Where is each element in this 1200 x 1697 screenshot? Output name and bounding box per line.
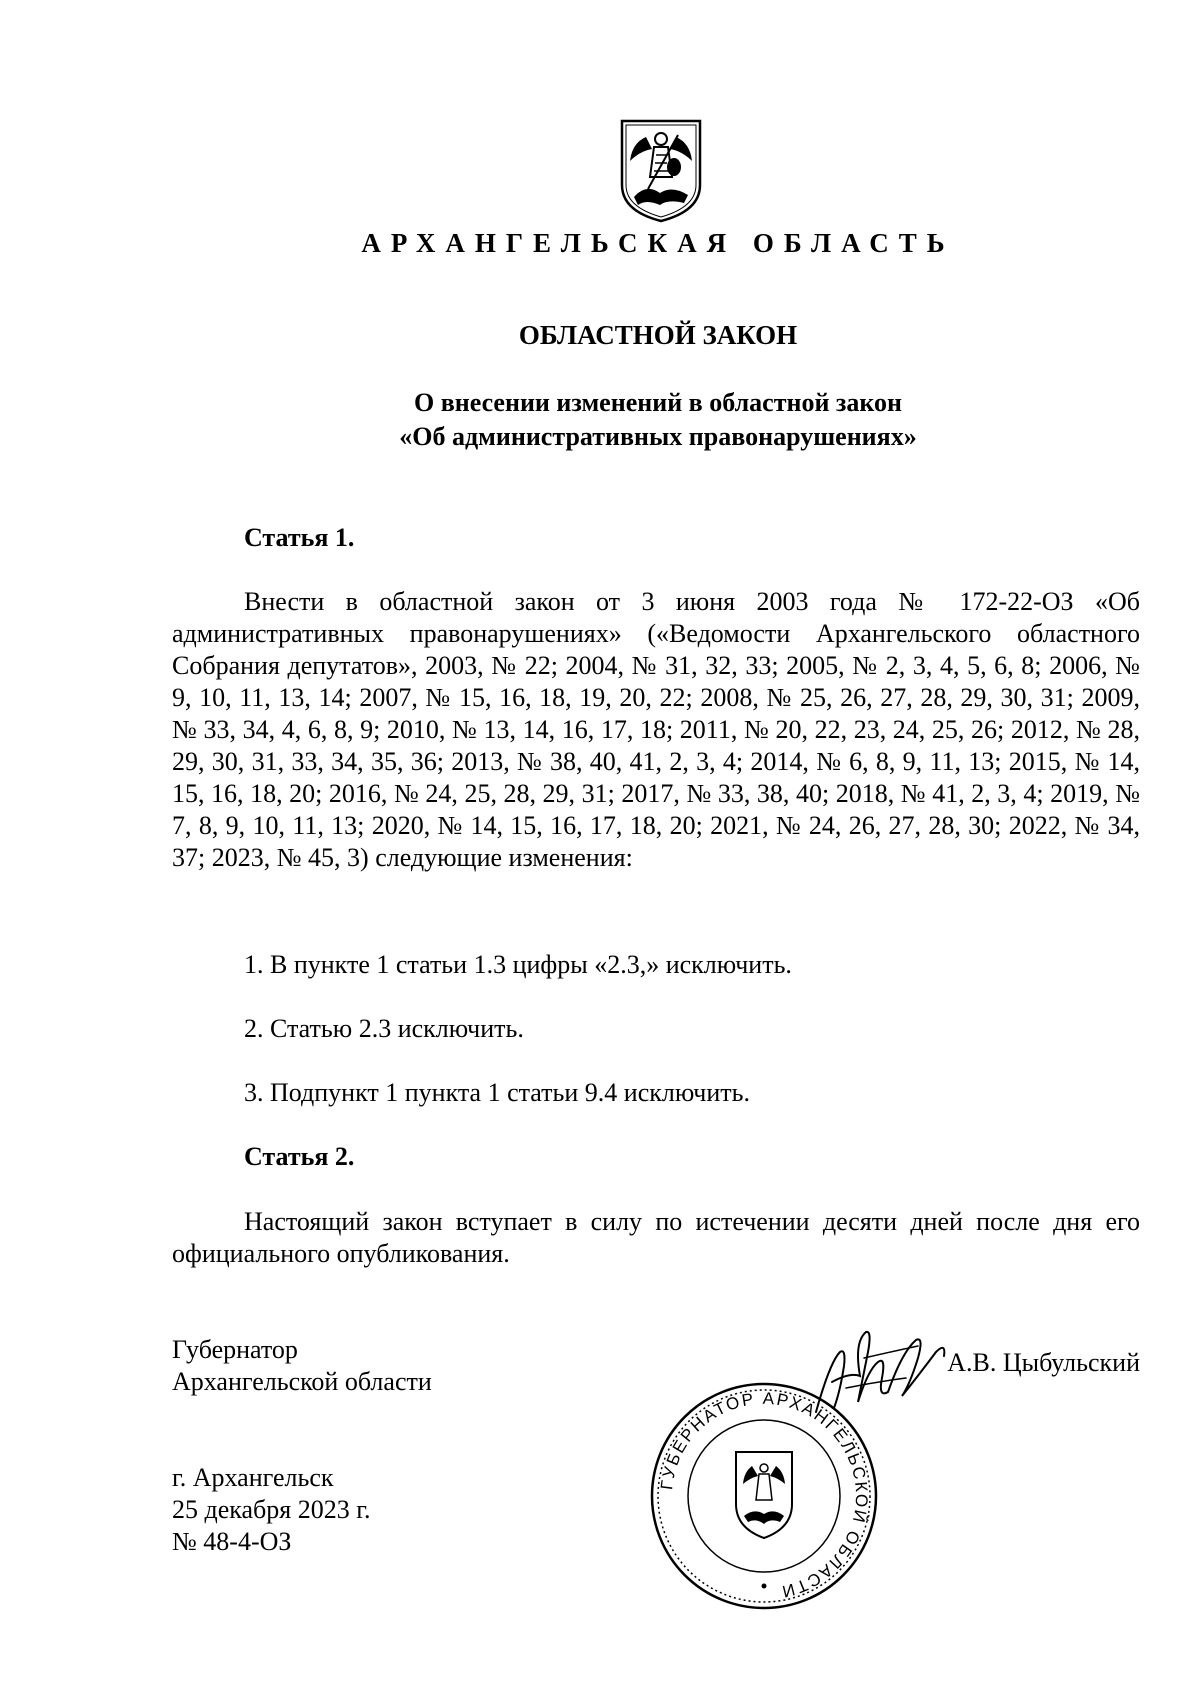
document-footer [172, 1462, 370, 1558]
article-2-heading: Статья 2. [244, 1142, 355, 1171]
article-1-heading: Статья 1. [244, 523, 355, 552]
svg-text:ГУБЕРНАТОР АРХАНГЕЛЬСКОЙ ОБЛАС: ГУБЕРНАТОР АРХАНГЕЛЬСКОЙ ОБЛАСТИ [657, 1388, 872, 1602]
document-date: 25 декабря 2023 г. [172, 1495, 371, 1524]
handwritten-signature [806, 1322, 951, 1422]
article-1-item-2: 2. Статью 2.3 исключить. [244, 1014, 524, 1043]
law-title-line-2: «Об административных правонарушениях» [399, 422, 917, 451]
coat-of-arms-icon [616, 115, 706, 225]
law-type: ОБЛАСТНОЙ ЗАКОН [518, 320, 798, 350]
article-1-item-1: 1. В пункте 1 статьи 1.3 цифры «2.3,» исключить. [244, 950, 792, 979]
article-2-text: Настоящий закон вступает в силу по истечении десяти дней после дня его официального опубликования. [172, 1207, 1140, 1268]
signer-position-line-2: Архангельской области [172, 1367, 432, 1396]
article-1-item-3: 3. Подпункт 1 пункта 1 статьи 9.4 исключить. [244, 1078, 750, 1107]
article-1-intro: Внести в областной закон от 3 июня 2003 года № 172-22-ОЗ «Об административных правонарушениях» («Ведомости Архангельского областного Собрания депутатов», 2003, № 22; 2004, № 31, 32, 33; 2005, № 2, 3, 4, 5, 6, 8; 2006, № 9, 10, 11, 13, 14; 2007, № 15, 16, 18, 19, 20, 22; 2008, № 25, 26, 27, 28, 29, 30, 31; 2009, № 33, 34, 4, 6, 8, 9; 2010, № 13, 14, 16, 17, 18; 2011, № 20, 22, 23, 24, 25, 26; 2012, № 28, 29, 30, 31, 33, 34, 35, 36; 2013, № 38, 40, 41, 2, 3, 4; 2014, № 6, 8, 9, 11, 13; 2015, № 14, 15, 16, 18, 20; 2016, № 24, 25, 28, 29, 31; 2017, № 33, 38, 40; 2018, № 41, 2, 3, 4; 2019, № 7, 8, 9, 10, 11, 13; 2020, № 14, 15, 16, 17, 18, 20; 2021, № 24, 26, 27, 28, 30; 2022, № 34, 37; 2023, № 45, 3) следующие изменения: [172, 587, 1140, 872]
signer-position-line-1: Губернатор [172, 1335, 298, 1364]
region-name: АРХАНГЕЛЬСКАЯ ОБЛАСТЬ [361, 228, 955, 258]
signer-position [172, 1334, 432, 1398]
document-number: № 48-4-ОЗ [172, 1527, 292, 1556]
document-city: г. Архангельск [172, 1463, 334, 1492]
law-title-line-1: О внесении изменений в областной закон [413, 388, 903, 417]
signer-name: А.В. Цыбульский [947, 1348, 1140, 1377]
law-title [0, 386, 1200, 454]
